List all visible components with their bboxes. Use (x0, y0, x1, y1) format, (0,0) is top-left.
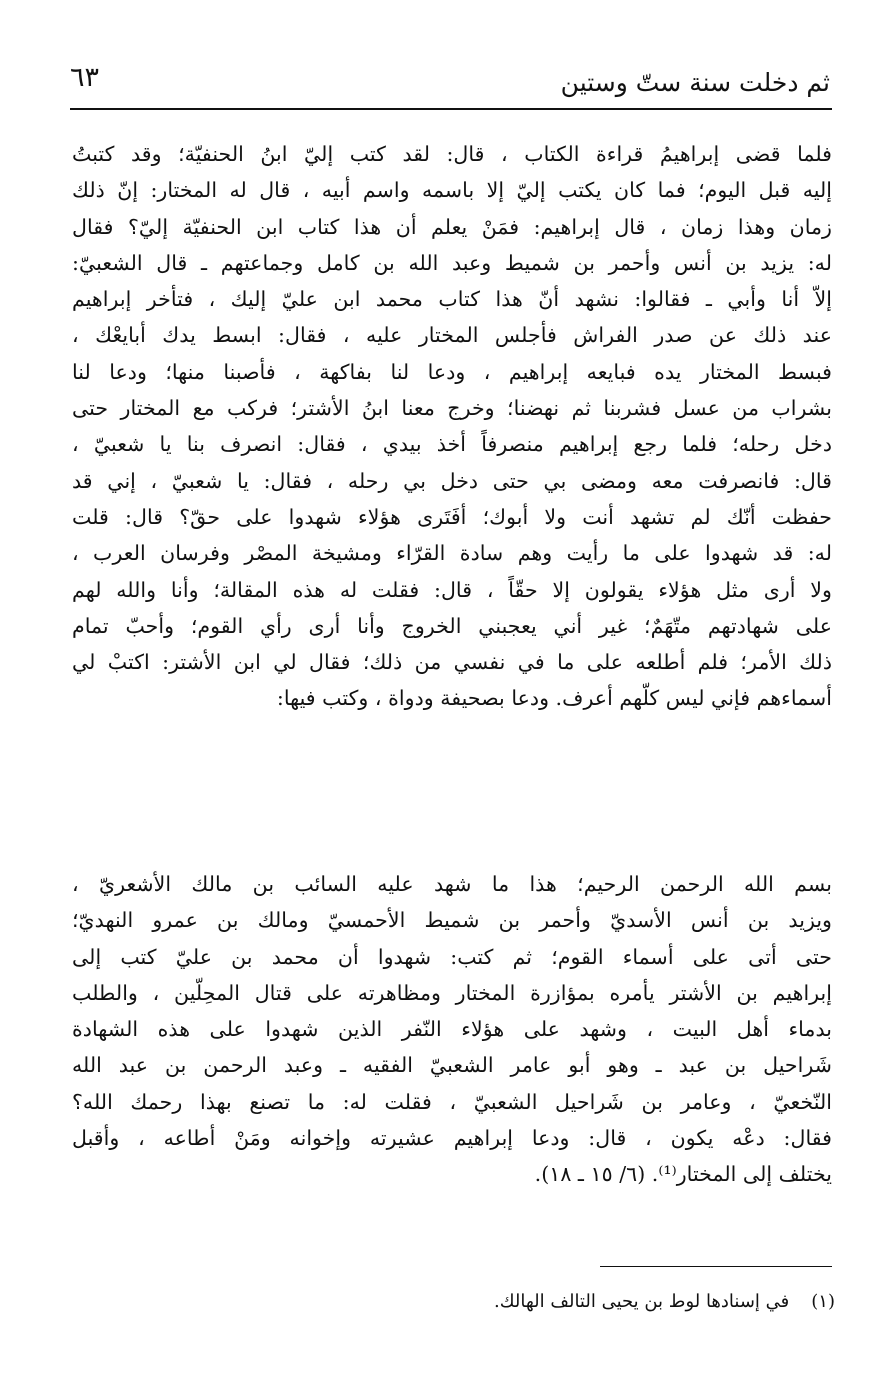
text-line: بدماء أهل البيت ، وشهد على هؤلاء النّفر الذين شهدوا على هذه الشهادة (72, 1017, 832, 1042)
page-number: ٦٣ (70, 62, 100, 93)
text-line: إلاّ أنا وأبي ـ فقالوا: نشهد أنّ هذا كتاب محمد ابن عليّ إليك ، فتأخر إبراهيم (72, 287, 832, 312)
text-line: زمان وهذا زمان ، قال إبراهيم: فمَنْ يعلم أن هذا كتاب ابن الحنفيّة إليّ؟ فقال (72, 214, 832, 239)
running-title: ثم دخلت سنة ستّ وستين (560, 68, 830, 97)
footnote-marker: (١) (811, 1291, 835, 1312)
text-line: قال: فانصرفت معه ومضى بي حتى دخل بي رحله ، فقال: يا شعبيّ ، إني قد (72, 468, 832, 493)
text-line: ولا أرى مثل هؤلاء يقولون إلا حقّاً ، قال: فقلت له هذه المقالة؛ وأنا والله لهم (72, 577, 832, 602)
text-line: شَراحيل بن عبد ـ وهو أبو عامر الشعبيّ الفقيه ـ وعبد الرحمن بن عبد الله (72, 1053, 832, 1078)
text-line: دخل رحله؛ فلما رجع إبراهيم منصرفاً أخذ بيدي ، فقال: انصرف بنا يا شعبيّ ، (72, 432, 832, 457)
text-line: إبراهيم بن الأشتر يأمره بمؤازرة المختار ومظاهرته على قتال المحِلّين ، والطلب (72, 980, 832, 1005)
text-line: فبسط المختار يده فبايعه إبراهيم ، ودعا لنا بفاكهة ، فأصبنا منها؛ ودعا لنا (72, 359, 832, 384)
footnote-rule (600, 1266, 832, 1267)
text-line: أسماءهم فإني ليس كلّهم أعرف. ودعا بصحيفة ودواة ، وكتب فيها: (276, 686, 832, 711)
text-line: فقال: دعْه يكون ، قال: ودعا إبراهيم عشيرته وإخوانه ومَنْ أطاعه ، وأقبل (72, 1126, 832, 1151)
text-line: عند ذلك عن صدر الفراش فأجلس المختار عليه ، فقال: ابسط يدك أبايعْك ، (72, 323, 832, 348)
text-line: بشراب من عسل فشربنا ثم نهضنا؛ وخرج معنا ابنُ الأشتر؛ فركب مع المختار حتى (72, 396, 832, 421)
paragraph-narrative (72, 136, 832, 717)
text-line: يختلف إلى المختار⁽¹⁾. (٦/ ١٥ ـ ١٨). (534, 1162, 832, 1187)
text-line: ويزيد بن أنس الأسديّ وأحمر بن شميط الأحمسيّ ومالك بن عمرو النهديّ؛ (72, 908, 832, 933)
text-line: حتى أتى على أسماء القوم؛ ثم كتب: شهدوا أن محمد بن عليّ كتب إلى (72, 944, 832, 969)
text-line: بسم الله الرحمن الرحيم؛ هذا ما شهد عليه السائب بن مالك الأشعريّ ، (72, 872, 832, 896)
footnote-text: في إسنادها لوط بن يحيى التالف الهالك. (493, 1291, 790, 1312)
text-line: ذلك الأمر؛ فلم أطلعه على ما في نفسي من ذلك؛ فقال لي ابن الأشتر: اكتبْ لي (72, 650, 832, 675)
text-line: له: قد شهدوا على ما رأيت وهم سادة القرّاء ومشيخة المصْر وفرسان العرب ، (72, 541, 832, 566)
text-line: حفظت أنّك لم تشهد أنت ولا أبوك؛ أفَتَرى هؤلاء شهدوا على حقّ؟ قال: قلت (72, 504, 832, 529)
header-rule (70, 108, 832, 110)
text-line: إليه قبل اليوم؛ فما كان يكتب إليّ إلا باسمه واسم أبيه ، قال له المختار: إنّ ذلك (72, 178, 832, 203)
page-header (70, 58, 830, 104)
footnote (494, 1291, 835, 1312)
text-line: له: يزيد بن أنس وأحمر بن شميط وعبد الله بن كامل وجماعتهم ـ قال الشعبيّ: (72, 250, 832, 275)
text-line: فلما قضى إبراهيمُ قراءة الكتاب ، قال: لقد كتب إليّ ابنُ الحنفيّة؛ وقد كتبتُ (72, 142, 832, 166)
paragraph-document (72, 866, 832, 1193)
text-line: النّخعيّ ، وعامر بن شَراحيل الشعبيّ ، فقلت له: ما تصنع بهذا رحمك الله؟ (72, 1089, 832, 1114)
text-line: على شهادتهم متّهَمٌ؛ غير أني يعجبني الخروج وأنا أرى رأي القوم؛ وأحبّ تمام (72, 613, 832, 638)
